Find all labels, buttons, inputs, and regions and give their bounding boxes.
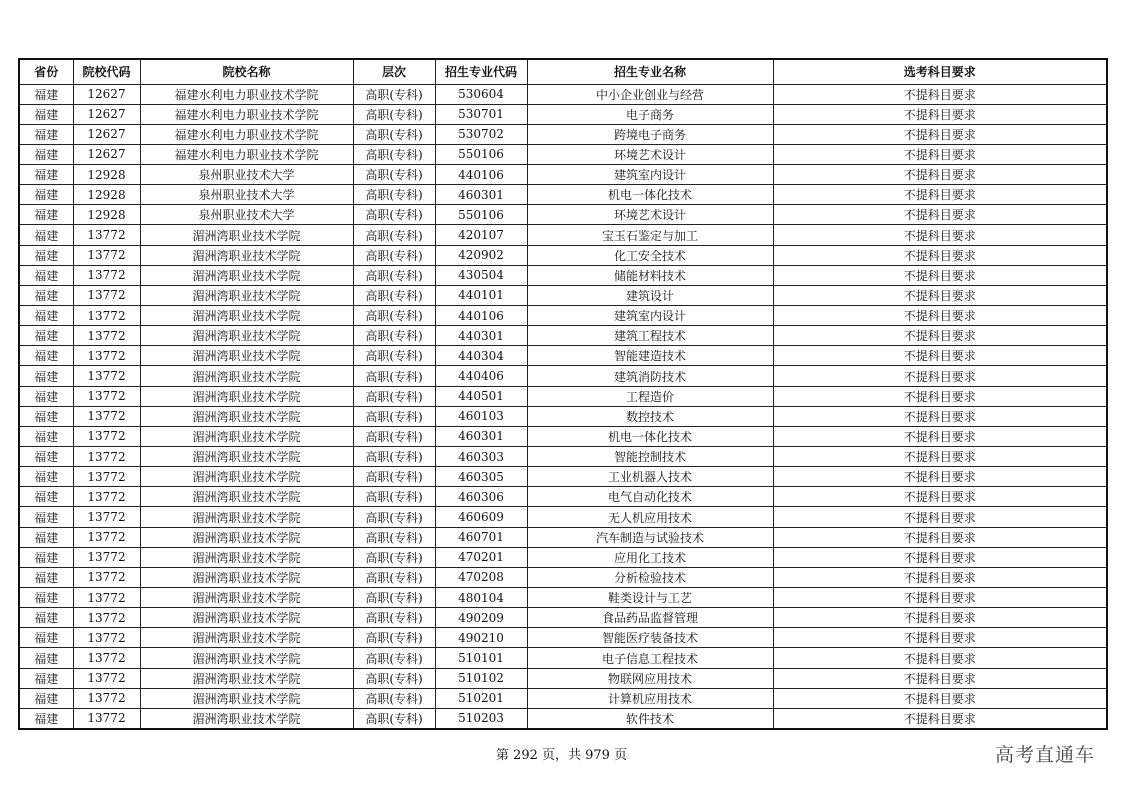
table-row	[19, 426, 1107, 446]
major-code-cell: 440106	[435, 165, 527, 185]
table-row	[19, 104, 1107, 124]
subject-requirement-cell: 不提科目要求	[773, 265, 1107, 285]
school-code-cell: 12928	[73, 165, 140, 185]
subject-requirement-cell: 不提科目要求	[773, 124, 1107, 144]
watermark-logo: 高考直通车	[994, 744, 1095, 766]
major-name-cell: 智能控制技术	[527, 447, 773, 467]
admission-table-container	[18, 58, 1106, 730]
school-code-cell: 13772	[73, 386, 140, 406]
school-name-cell: 湄洲湾职业技术学院	[140, 668, 353, 688]
table-row	[19, 628, 1107, 648]
school-code-cell: 12627	[73, 144, 140, 164]
province-cell: 福建	[19, 447, 73, 467]
school-code-cell: 13772	[73, 608, 140, 628]
province-cell: 福建	[19, 84, 73, 104]
table-row	[19, 265, 1107, 285]
level-cell: 高职(专科)	[353, 306, 435, 326]
major-name-cell: 中小企业创业与经营	[527, 84, 773, 104]
header-province: 省份	[19, 59, 73, 84]
table-row	[19, 527, 1107, 547]
subject-requirement-cell: 不提科目要求	[773, 366, 1107, 386]
school-name-cell: 泉州职业技术大学	[140, 205, 353, 225]
school-name-cell: 湄洲湾职业技术学院	[140, 628, 353, 648]
major-name-cell: 电气自动化技术	[527, 487, 773, 507]
province-cell: 福建	[19, 265, 73, 285]
level-cell: 高职(专科)	[353, 567, 435, 587]
level-cell: 高职(专科)	[353, 346, 435, 366]
major-code-cell: 510201	[435, 688, 527, 708]
major-name-cell: 跨境电子商务	[527, 124, 773, 144]
admission-table	[18, 58, 1108, 730]
major-name-cell: 建筑室内设计	[527, 165, 773, 185]
province-cell: 福建	[19, 507, 73, 527]
table-row	[19, 688, 1107, 708]
level-cell: 高职(专科)	[353, 507, 435, 527]
major-name-cell: 鞋类设计与工艺	[527, 588, 773, 608]
school-name-cell: 湄洲湾职业技术学院	[140, 688, 353, 708]
school-code-cell: 13772	[73, 708, 140, 728]
table-row	[19, 668, 1107, 688]
school-name-cell: 湄洲湾职业技术学院	[140, 608, 353, 628]
major-code-cell: 490209	[435, 608, 527, 628]
school-code-cell: 13772	[73, 588, 140, 608]
major-code-cell: 530702	[435, 124, 527, 144]
school-name-cell: 湄洲湾职业技术学院	[140, 708, 353, 728]
province-cell: 福建	[19, 225, 73, 245]
level-cell: 高职(专科)	[353, 245, 435, 265]
level-cell: 高职(专科)	[353, 84, 435, 104]
subject-requirement-cell: 不提科目要求	[773, 668, 1107, 688]
subject-requirement-cell: 不提科目要求	[773, 84, 1107, 104]
subject-requirement-cell: 不提科目要求	[773, 245, 1107, 265]
province-cell: 福建	[19, 588, 73, 608]
major-code-cell: 460301	[435, 185, 527, 205]
table-body	[19, 84, 1107, 729]
subject-requirement-cell: 不提科目要求	[773, 688, 1107, 708]
table-row	[19, 648, 1107, 668]
level-cell: 高职(专科)	[353, 487, 435, 507]
province-cell: 福建	[19, 688, 73, 708]
major-name-cell: 计算机应用技术	[527, 688, 773, 708]
subject-requirement-cell: 不提科目要求	[773, 648, 1107, 668]
major-name-cell: 机电一体化技术	[527, 426, 773, 446]
major-code-cell: 550106	[435, 205, 527, 225]
major-code-cell: 510101	[435, 648, 527, 668]
major-code-cell: 490210	[435, 628, 527, 648]
school-code-cell: 13772	[73, 225, 140, 245]
school-name-cell: 福建水利电力职业技术学院	[140, 84, 353, 104]
school-name-cell: 湄洲湾职业技术学院	[140, 648, 353, 668]
level-cell: 高职(专科)	[353, 165, 435, 185]
major-code-cell: 440301	[435, 326, 527, 346]
table-row	[19, 447, 1107, 467]
major-name-cell: 智能医疗装备技术	[527, 628, 773, 648]
table-row	[19, 346, 1107, 366]
province-cell: 福建	[19, 668, 73, 688]
level-cell: 高职(专科)	[353, 326, 435, 346]
province-cell: 福建	[19, 467, 73, 487]
subject-requirement-cell: 不提科目要求	[773, 386, 1107, 406]
school-name-cell: 福建水利电力职业技术学院	[140, 104, 353, 124]
province-cell: 福建	[19, 426, 73, 446]
subject-requirement-cell: 不提科目要求	[773, 628, 1107, 648]
school-name-cell: 湄洲湾职业技术学院	[140, 547, 353, 567]
level-cell: 高职(专科)	[353, 547, 435, 567]
subject-requirement-cell: 不提科目要求	[773, 144, 1107, 164]
school-name-cell: 湄洲湾职业技术学院	[140, 326, 353, 346]
subject-requirement-cell: 不提科目要求	[773, 567, 1107, 587]
major-code-cell: 460301	[435, 426, 527, 446]
table-row	[19, 165, 1107, 185]
table-row	[19, 386, 1107, 406]
school-name-cell: 湄洲湾职业技术学院	[140, 265, 353, 285]
school-name-cell: 湄洲湾职业技术学院	[140, 306, 353, 326]
province-cell: 福建	[19, 366, 73, 386]
school-code-cell: 12627	[73, 124, 140, 144]
school-name-cell: 湄洲湾职业技术学院	[140, 406, 353, 426]
major-code-cell: 550106	[435, 144, 527, 164]
province-cell: 福建	[19, 648, 73, 668]
subject-requirement-cell: 不提科目要求	[773, 346, 1107, 366]
table-row	[19, 608, 1107, 628]
major-name-cell: 建筑设计	[527, 285, 773, 305]
level-cell: 高职(专科)	[353, 124, 435, 144]
table-row	[19, 205, 1107, 225]
major-code-cell: 440406	[435, 366, 527, 386]
major-code-cell: 420107	[435, 225, 527, 245]
province-cell: 福建	[19, 406, 73, 426]
table-row	[19, 567, 1107, 587]
table-row	[19, 588, 1107, 608]
major-code-cell: 480104	[435, 588, 527, 608]
level-cell: 高职(专科)	[353, 648, 435, 668]
school-name-cell: 湄洲湾职业技术学院	[140, 245, 353, 265]
major-code-cell: 430504	[435, 265, 527, 285]
table-header-row	[19, 59, 1107, 84]
major-code-cell: 530701	[435, 104, 527, 124]
major-code-cell: 510203	[435, 708, 527, 728]
table-row	[19, 306, 1107, 326]
major-name-cell: 数控技术	[527, 406, 773, 426]
subject-requirement-cell: 不提科目要求	[773, 708, 1107, 728]
school-name-cell: 湄洲湾职业技术学院	[140, 386, 353, 406]
school-code-cell: 13772	[73, 547, 140, 567]
major-code-cell: 530604	[435, 84, 527, 104]
school-name-cell: 湄洲湾职业技术学院	[140, 366, 353, 386]
table-row	[19, 507, 1107, 527]
level-cell: 高职(专科)	[353, 366, 435, 386]
major-name-cell: 食品药品监督管理	[527, 608, 773, 628]
school-code-cell: 13772	[73, 406, 140, 426]
level-cell: 高职(专科)	[353, 668, 435, 688]
school-code-cell: 12627	[73, 104, 140, 124]
school-name-cell: 湄洲湾职业技术学院	[140, 225, 353, 245]
province-cell: 福建	[19, 567, 73, 587]
subject-requirement-cell: 不提科目要求	[773, 326, 1107, 346]
major-code-cell: 460103	[435, 406, 527, 426]
province-cell: 福建	[19, 346, 73, 366]
level-cell: 高职(专科)	[353, 386, 435, 406]
major-code-cell: 440501	[435, 386, 527, 406]
page-number: 第 292 页，共 979 页	[495, 748, 628, 763]
school-name-cell: 湄洲湾职业技术学院	[140, 527, 353, 547]
school-code-cell: 13772	[73, 668, 140, 688]
major-name-cell: 汽车制造与试验技术	[527, 527, 773, 547]
province-cell: 福建	[19, 205, 73, 225]
level-cell: 高职(专科)	[353, 608, 435, 628]
school-name-cell: 湄洲湾职业技术学院	[140, 285, 353, 305]
level-cell: 高职(专科)	[353, 265, 435, 285]
level-cell: 高职(专科)	[353, 185, 435, 205]
subject-requirement-cell: 不提科目要求	[773, 104, 1107, 124]
major-name-cell: 建筑工程技术	[527, 326, 773, 346]
major-name-cell: 电子商务	[527, 104, 773, 124]
subject-requirement-cell: 不提科目要求	[773, 547, 1107, 567]
school-code-cell: 13772	[73, 648, 140, 668]
province-cell: 福建	[19, 165, 73, 185]
province-cell: 福建	[19, 487, 73, 507]
school-name-cell: 湄洲湾职业技术学院	[140, 567, 353, 587]
major-name-cell: 工业机器人技术	[527, 467, 773, 487]
table-row	[19, 467, 1107, 487]
province-cell: 福建	[19, 386, 73, 406]
school-name-cell: 泉州职业技术大学	[140, 165, 353, 185]
school-code-cell: 13772	[73, 346, 140, 366]
school-code-cell: 13772	[73, 567, 140, 587]
school-code-cell: 12928	[73, 185, 140, 205]
major-name-cell: 分析检验技术	[527, 567, 773, 587]
subject-requirement-cell: 不提科目要求	[773, 447, 1107, 467]
province-cell: 福建	[19, 185, 73, 205]
level-cell: 高职(专科)	[353, 588, 435, 608]
province-cell: 福建	[19, 628, 73, 648]
major-code-cell: 470201	[435, 547, 527, 567]
province-cell: 福建	[19, 144, 73, 164]
school-code-cell: 13772	[73, 487, 140, 507]
subject-requirement-cell: 不提科目要求	[773, 285, 1107, 305]
school-code-cell: 13772	[73, 285, 140, 305]
level-cell: 高职(专科)	[353, 527, 435, 547]
major-name-cell: 建筑消防技术	[527, 366, 773, 386]
school-code-cell: 13772	[73, 628, 140, 648]
school-name-cell: 湄洲湾职业技术学院	[140, 507, 353, 527]
school-name-cell: 泉州职业技术大学	[140, 185, 353, 205]
school-code-cell: 13772	[73, 447, 140, 467]
school-code-cell: 13772	[73, 688, 140, 708]
level-cell: 高职(专科)	[353, 447, 435, 467]
province-cell: 福建	[19, 547, 73, 567]
level-cell: 高职(专科)	[353, 628, 435, 648]
major-name-cell: 智能建造技术	[527, 346, 773, 366]
table-row	[19, 144, 1107, 164]
table-row	[19, 547, 1107, 567]
level-cell: 高职(专科)	[353, 426, 435, 446]
level-cell: 高职(专科)	[353, 144, 435, 164]
header-subject-requirement: 选考科目要求	[773, 59, 1107, 84]
major-name-cell: 工程造价	[527, 386, 773, 406]
school-name-cell: 湄洲湾职业技术学院	[140, 487, 353, 507]
school-code-cell: 12627	[73, 84, 140, 104]
school-code-cell: 12928	[73, 205, 140, 225]
major-name-cell: 软件技术	[527, 708, 773, 728]
level-cell: 高职(专科)	[353, 205, 435, 225]
level-cell: 高职(专科)	[353, 406, 435, 426]
school-name-cell: 湄洲湾职业技术学院	[140, 588, 353, 608]
subject-requirement-cell: 不提科目要求	[773, 306, 1107, 326]
school-code-cell: 13772	[73, 306, 140, 326]
level-cell: 高职(专科)	[353, 467, 435, 487]
school-name-cell: 湄洲湾职业技术学院	[140, 447, 353, 467]
province-cell: 福建	[19, 527, 73, 547]
province-cell: 福建	[19, 708, 73, 728]
major-name-cell: 无人机应用技术	[527, 507, 773, 527]
table-row	[19, 708, 1107, 728]
province-cell: 福建	[19, 326, 73, 346]
school-code-cell: 13772	[73, 265, 140, 285]
level-cell: 高职(专科)	[353, 688, 435, 708]
school-code-cell: 13772	[73, 366, 140, 386]
major-code-cell: 440101	[435, 285, 527, 305]
school-code-cell: 13772	[73, 467, 140, 487]
school-code-cell: 13772	[73, 326, 140, 346]
school-name-cell: 湄洲湾职业技术学院	[140, 346, 353, 366]
level-cell: 高职(专科)	[353, 285, 435, 305]
subject-requirement-cell: 不提科目要求	[773, 608, 1107, 628]
major-code-cell: 460609	[435, 507, 527, 527]
school-name-cell: 福建水利电力职业技术学院	[140, 124, 353, 144]
major-name-cell: 电子信息工程技术	[527, 648, 773, 668]
major-name-cell: 环境艺术设计	[527, 205, 773, 225]
header-school-name: 院校名称	[140, 59, 353, 84]
subject-requirement-cell: 不提科目要求	[773, 467, 1107, 487]
school-code-cell: 13772	[73, 426, 140, 446]
province-cell: 福建	[19, 285, 73, 305]
level-cell: 高职(专科)	[353, 708, 435, 728]
major-code-cell: 420902	[435, 245, 527, 265]
table-row	[19, 487, 1107, 507]
major-name-cell: 应用化工技术	[527, 547, 773, 567]
table-row	[19, 124, 1107, 144]
table-row	[19, 326, 1107, 346]
subject-requirement-cell: 不提科目要求	[773, 588, 1107, 608]
major-name-cell: 储能材料技术	[527, 265, 773, 285]
major-name-cell: 宝玉石鉴定与加工	[527, 225, 773, 245]
school-name-cell: 福建水利电力职业技术学院	[140, 144, 353, 164]
major-name-cell: 物联网应用技术	[527, 668, 773, 688]
header-school-code: 院校代码	[73, 59, 140, 84]
subject-requirement-cell: 不提科目要求	[773, 507, 1107, 527]
school-code-cell: 13772	[73, 507, 140, 527]
table-row	[19, 406, 1107, 426]
table-row	[19, 84, 1107, 104]
school-name-cell: 湄洲湾职业技术学院	[140, 467, 353, 487]
province-cell: 福建	[19, 245, 73, 265]
major-name-cell: 建筑室内设计	[527, 306, 773, 326]
major-code-cell: 510102	[435, 668, 527, 688]
subject-requirement-cell: 不提科目要求	[773, 527, 1107, 547]
level-cell: 高职(专科)	[353, 225, 435, 245]
major-code-cell: 460306	[435, 487, 527, 507]
major-name-cell: 环境艺术设计	[527, 144, 773, 164]
school-name-cell: 湄洲湾职业技术学院	[140, 426, 353, 446]
header-major-name: 招生专业名称	[527, 59, 773, 84]
major-code-cell: 460701	[435, 527, 527, 547]
subject-requirement-cell: 不提科目要求	[773, 165, 1107, 185]
province-cell: 福建	[19, 124, 73, 144]
subject-requirement-cell: 不提科目要求	[773, 406, 1107, 426]
subject-requirement-cell: 不提科目要求	[773, 205, 1107, 225]
province-cell: 福建	[19, 104, 73, 124]
major-name-cell: 机电一体化技术	[527, 185, 773, 205]
major-code-cell: 440304	[435, 346, 527, 366]
subject-requirement-cell: 不提科目要求	[773, 487, 1107, 507]
table-row	[19, 285, 1107, 305]
table-row	[19, 245, 1107, 265]
subject-requirement-cell: 不提科目要求	[773, 225, 1107, 245]
major-code-cell: 470208	[435, 567, 527, 587]
major-code-cell: 460305	[435, 467, 527, 487]
province-cell: 福建	[19, 608, 73, 628]
header-level: 层次	[353, 59, 435, 84]
major-code-cell: 440106	[435, 306, 527, 326]
table-row	[19, 185, 1107, 205]
school-code-cell: 13772	[73, 245, 140, 265]
school-code-cell: 13772	[73, 527, 140, 547]
subject-requirement-cell: 不提科目要求	[773, 426, 1107, 446]
table-row	[19, 225, 1107, 245]
province-cell: 福建	[19, 306, 73, 326]
header-major-code: 招生专业代码	[435, 59, 527, 84]
major-name-cell: 化工安全技术	[527, 245, 773, 265]
subject-requirement-cell: 不提科目要求	[773, 185, 1107, 205]
major-code-cell: 460303	[435, 447, 527, 467]
table-row	[19, 366, 1107, 386]
level-cell: 高职(专科)	[353, 104, 435, 124]
